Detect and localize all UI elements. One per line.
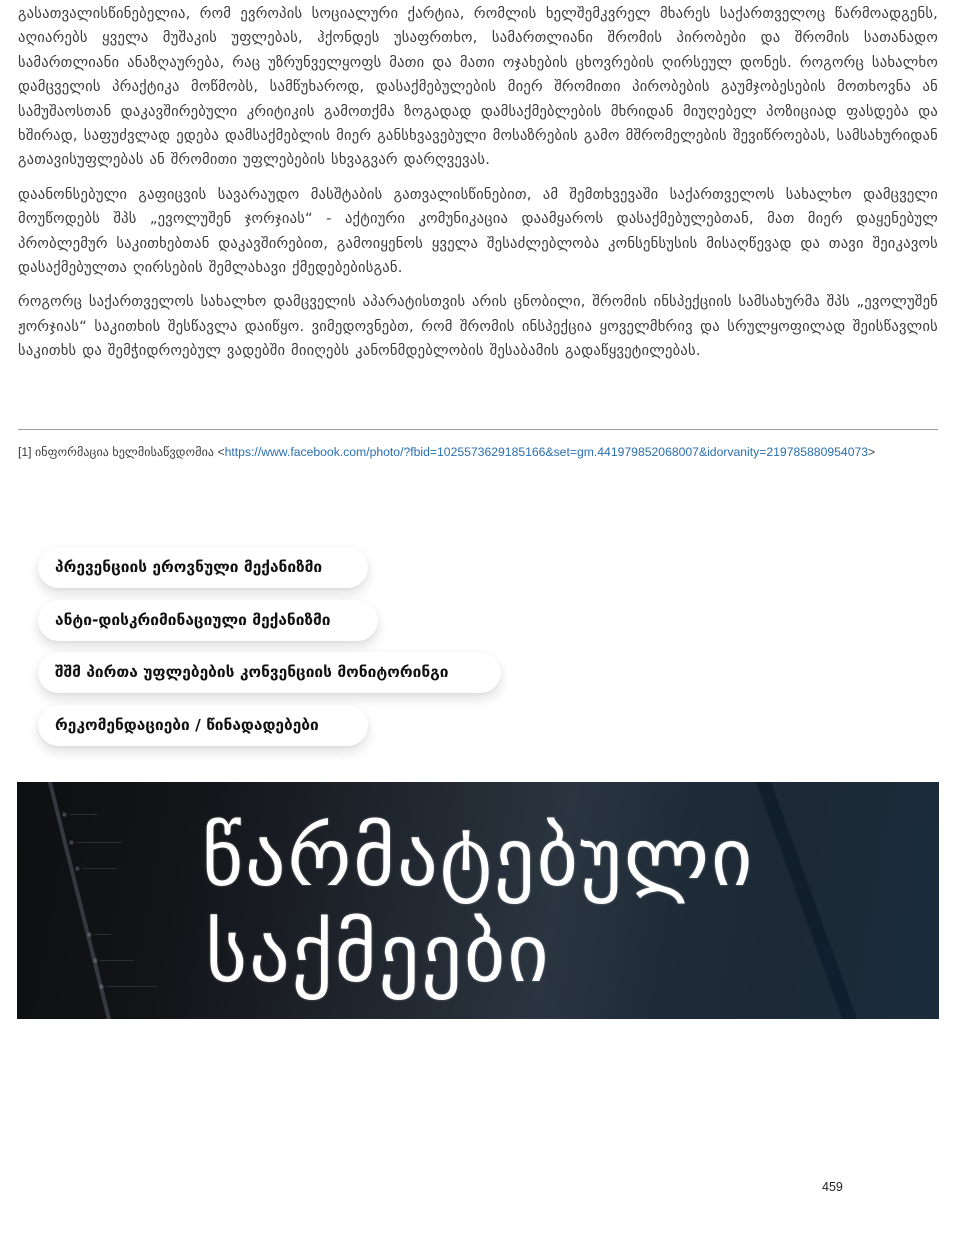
article-body bbox=[18, 2, 938, 374]
banner-title-line-2: საქმეები bbox=[205, 907, 551, 1000]
banner-background-detail: ■ ───── bbox=[62, 810, 98, 819]
footnote-source-link[interactable]: https://www.facebook.com/photo/?fbid=1025573629185166&set=gm.441979852068007&idorvanity=219785880954073 bbox=[224, 445, 869, 459]
banner-background-detail: ■ ────── bbox=[93, 956, 135, 965]
banner-title bbox=[17, 810, 939, 1002]
menu-button-anti-discrimination-mechanism[interactable]: ანტი-დისკრიმინაციული მექანიზმი bbox=[38, 600, 378, 641]
page-number: 459 bbox=[822, 1180, 843, 1194]
footnote bbox=[18, 445, 948, 459]
paragraph-labor-inspection: როგორც საქართველოს სახალხო დამცველის აპარატისთვის არის ცნობილი, შრომის ინსპექციის სამსახურმა შპს „ევოლუშენ ჟორჯიას“ საკითხის შესწავლა დაიწყო. ვიმედოვნებთ, რომ შრომის ინსპექცია ყოველმხრივ და სრულყოფილად შეისწავლის საკითხს და შემჭიდროებულ ვადებში მიიღებს კანონმდებლობის შესაბამის გადაწყვეტილებას. bbox=[18, 293, 938, 360]
paragraph-strike-appeal: დაანონსებული გაფიცვის სავარაუდო მასშტაბის გათვალისწინებით, ამ შემთხვევაში საქართველოს სახალხო დამცველი მოუწოდებს შპს „ევოლუშენ ჯორჯიას“ - აქტიური კომუნიკაცია დაამყაროს დასაქმებულებთან, მათ მიერ დაყენებულ პრობლემურ საკითხებთან დაკავშირებით, გამოიყენოს ყველა შესაძლებლობა კონსენსუსის მისაღწევად და თავი შეიკავოს დასაქმებულთა ღირსების შემლახავი ქმედებებისგან. bbox=[18, 185, 938, 277]
menu-button-disability-convention-monitoring[interactable]: შშმ პირთა უფლებების კონვენციის მონიტორინგი bbox=[38, 652, 501, 693]
footnote-marker: [1] bbox=[18, 445, 32, 459]
menu-button-prevention-mechanism[interactable]: პრევენციის ეროვნული მექანიზმი bbox=[38, 547, 368, 588]
menu-button-recommendations-proposals[interactable]: რეკომენდაციები / წინადადებები bbox=[38, 705, 368, 746]
banner-background-detail: ■ ──────── bbox=[69, 838, 122, 847]
banner-background-detail: ■ ───────── bbox=[99, 982, 158, 991]
footnote-close-bracket: > bbox=[868, 445, 876, 459]
success-stories-banner[interactable] bbox=[17, 782, 939, 1019]
mechanisms-menu bbox=[38, 547, 501, 757]
paragraph-social-charter: გასათვალისწინებელია, რომ ევროპის სოციალური ქარტია, რომლის ხელშემკვრელ მხარეს საქართველოც წარმოადგენს, აღიარებს ყველა მუშაკის უფლებას, ჰქონდეს უსაფრთხო, სამართლიანი შრომის პირობები და შრომის სათანადო სამართლიანი ანაზღაურება, რაც უზრუნველყოფს მათი და მათი ოჯახების ცხოვრების ღირსეულ დონეს. როგორც სახალხო დამცველის პრაქტიკა მოწმობს, სამწუხაროდ, დასაქმებულების მიერ შრომითი პირობების გაუმჯობესების მოთხოვნა ან სამუშაოსთან დაკავშირებული კრიტიკის გამოთქმა ზოგადად დამსაქმებლების მხრიდან მიუღებელ პოზიციად ფასდება და ხშირად, საფუძვლად ედება დამსაქმებლის მიერ განსხვავებული მოსაზრების გამო მშრომელების შევიწროებას, სამსახურიდან გათავისუფლებას ან შრომითი უფლებების სხვაგვარ დარღვევას. bbox=[18, 5, 938, 169]
footnote-text: ინფორმაცია ხელმისაწვდომია bbox=[34, 445, 215, 459]
banner-background-detail: ■ ────── bbox=[75, 864, 117, 873]
banner-background-detail: ■ ─── bbox=[87, 930, 112, 939]
banner-title-line-1: წარმატებული bbox=[201, 811, 755, 904]
footnote-open-bracket: < bbox=[217, 445, 225, 459]
footnote-divider bbox=[18, 429, 938, 430]
